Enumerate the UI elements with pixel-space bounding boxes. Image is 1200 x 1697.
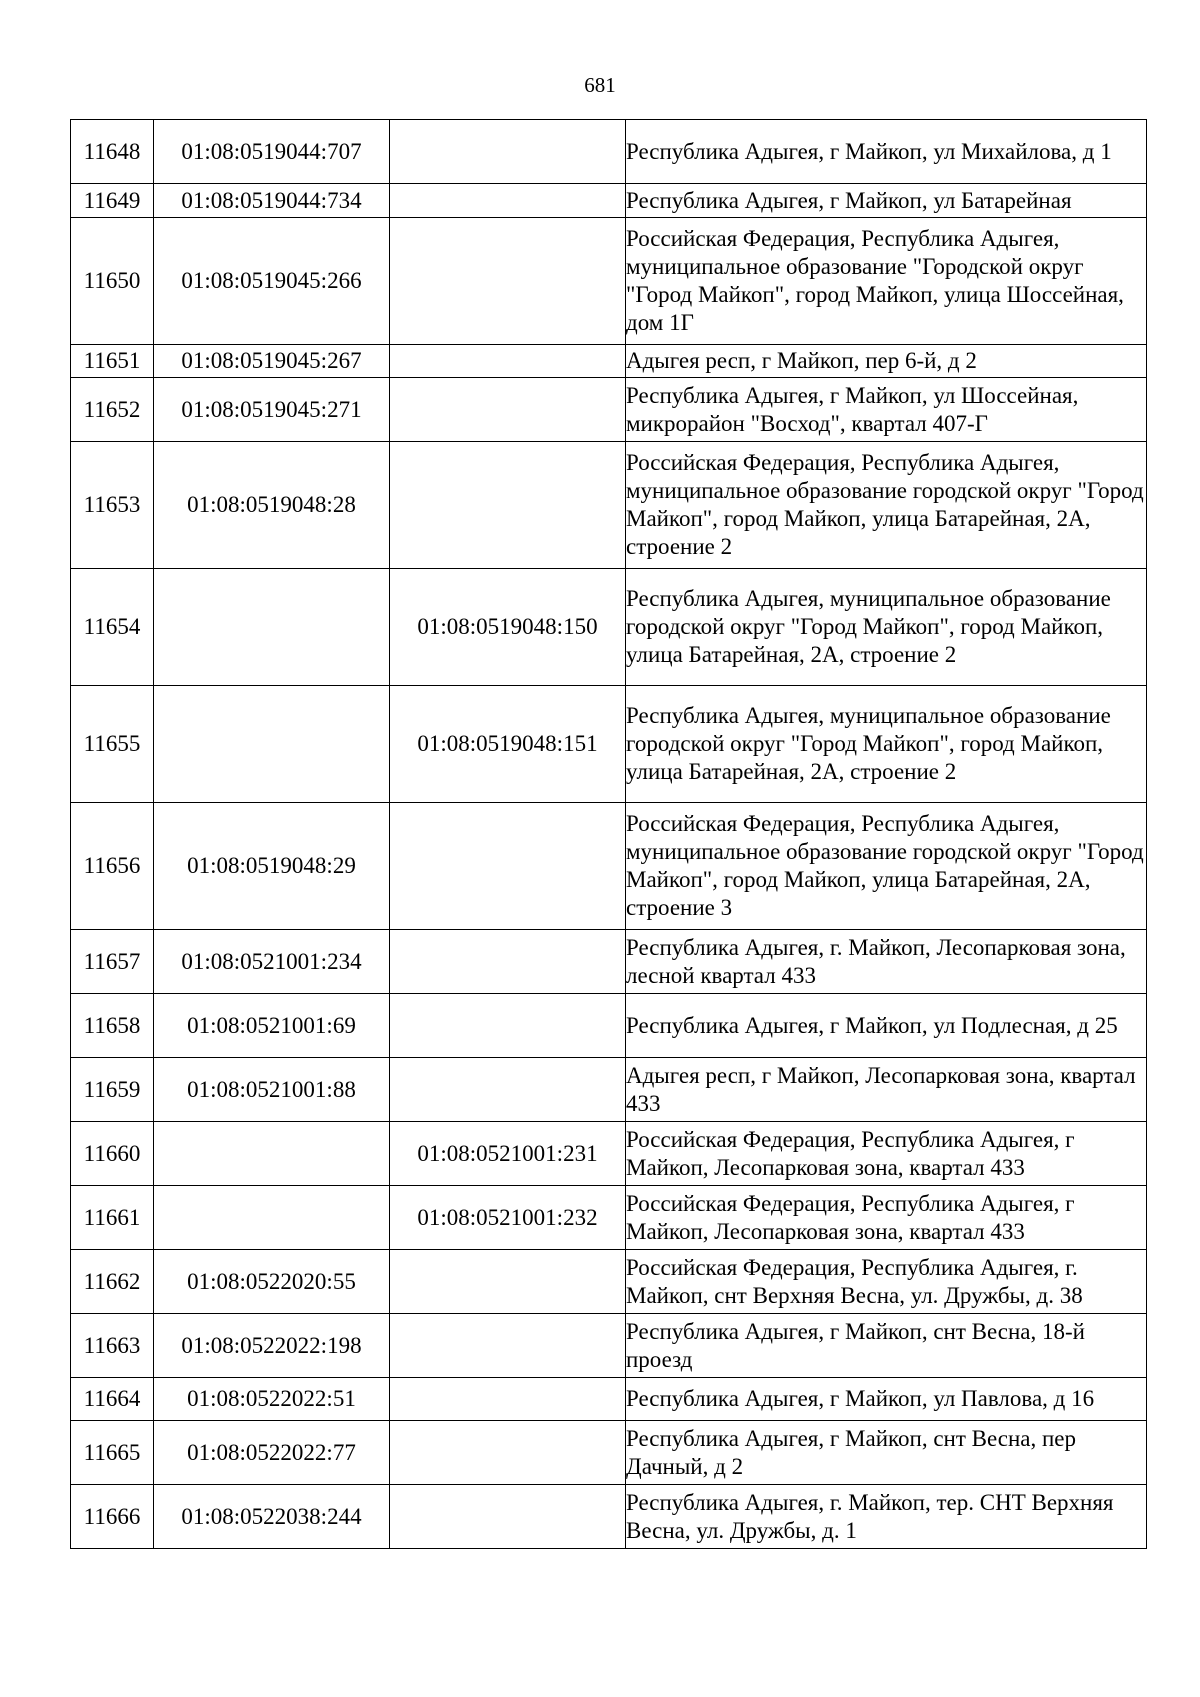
object-number [390, 1058, 626, 1122]
object-number [390, 994, 626, 1058]
row-number: 11657 [71, 930, 154, 994]
cadastral-number: 01:08:0519044:734 [154, 184, 390, 218]
table-row [71, 803, 1147, 930]
row-number: 11666 [71, 1485, 154, 1549]
cadastral-number [154, 1186, 390, 1250]
address: Адыгея респ, г Майкоп, Лесопарковая зона, квартал 433 [626, 1058, 1147, 1122]
cadastral-number [154, 1122, 390, 1186]
object-number [390, 218, 626, 345]
table-row [71, 1250, 1147, 1314]
address: Российская Федерация, Республика Адыгея, г. Майкоп, снт Верхняя Весна, ул. Дружбы, д. 38 [626, 1250, 1147, 1314]
address: Республика Адыгея, г Майкоп, ул Михайлова, д 1 [626, 120, 1147, 184]
object-number [390, 184, 626, 218]
address: Адыгея респ, г Майкоп, пер 6-й, д 2 [626, 345, 1147, 378]
address: Республика Адыгея, г Майкоп, ул Павлова, д 16 [626, 1378, 1147, 1421]
table-row [71, 442, 1147, 569]
row-number: 11661 [71, 1186, 154, 1250]
row-number: 11655 [71, 686, 154, 803]
address: Российская Федерация, Республика Адыгея, муниципальное образование "Городской округ "Город Майкоп", город Майкоп, улица Шоссейная, дом 1Г [626, 218, 1147, 345]
cadastral-number: 01:08:0519048:28 [154, 442, 390, 569]
row-number: 11654 [71, 569, 154, 686]
address: Республика Адыгея, г Майкоп, ул Шоссейная, микрорайон "Восход", квартал 407-Г [626, 378, 1147, 442]
object-number: 01:08:0521001:231 [390, 1122, 626, 1186]
row-number: 11653 [71, 442, 154, 569]
table-row [71, 1378, 1147, 1421]
address: Российская Федерация, Республика Адыгея, г Майкоп, Лесопарковая зона, квартал 433 [626, 1186, 1147, 1250]
table-row [71, 1485, 1147, 1549]
table-row [71, 120, 1147, 184]
object-number [390, 1250, 626, 1314]
row-number: 11658 [71, 994, 154, 1058]
object-number [390, 345, 626, 378]
row-number: 11660 [71, 1122, 154, 1186]
cadastral-number: 01:08:0519045:271 [154, 378, 390, 442]
object-number [390, 442, 626, 569]
cadastral-number: 01:08:0521001:88 [154, 1058, 390, 1122]
table-row [71, 218, 1147, 345]
table-row [71, 1058, 1147, 1122]
address: Республика Адыгея, муниципальное образование городской округ "Город Майкоп", город Майкоп, улица Батарейная, 2А, строение 2 [626, 569, 1147, 686]
registry-table [70, 119, 1147, 1549]
table-row [71, 378, 1147, 442]
address: Республика Адыгея, г. Майкоп, Лесопарковая зона, лесной квартал 433 [626, 930, 1147, 994]
table-row [71, 686, 1147, 803]
address: Российская Федерация, Республика Адыгея, муниципальное образование городской округ "Город Майкоп", город Майкоп, улица Батарейная, 2А, строение 3 [626, 803, 1147, 930]
row-number: 11651 [71, 345, 154, 378]
table-row [71, 345, 1147, 378]
table-row [71, 1186, 1147, 1250]
table-row [71, 930, 1147, 994]
table-row [71, 569, 1147, 686]
cadastral-number: 01:08:0522022:198 [154, 1314, 390, 1378]
object-number: 01:08:0519048:150 [390, 569, 626, 686]
object-number [390, 120, 626, 184]
object-number [390, 1485, 626, 1549]
object-number [390, 378, 626, 442]
cadastral-number: 01:08:0519044:707 [154, 120, 390, 184]
object-number [390, 1378, 626, 1421]
table-row [71, 1421, 1147, 1485]
row-number: 11648 [71, 120, 154, 184]
cadastral-number [154, 569, 390, 686]
object-number: 01:08:0519048:151 [390, 686, 626, 803]
row-number: 11659 [71, 1058, 154, 1122]
cadastral-number: 01:08:0522022:77 [154, 1421, 390, 1485]
cadastral-number [154, 686, 390, 803]
table-row [71, 994, 1147, 1058]
cadastral-number: 01:08:0522038:244 [154, 1485, 390, 1549]
registry-table-body [71, 120, 1147, 1549]
row-number: 11665 [71, 1421, 154, 1485]
row-number: 11664 [71, 1378, 154, 1421]
row-number: 11656 [71, 803, 154, 930]
address: Российская Федерация, Республика Адыгея, муниципальное образование городской округ "Город Майкоп", город Майкоп, улица Батарейная, 2А, строение 2 [626, 442, 1147, 569]
row-number: 11663 [71, 1314, 154, 1378]
table-row [71, 1122, 1147, 1186]
table-row [71, 1314, 1147, 1378]
object-number [390, 1421, 626, 1485]
address: Российская Федерация, Республика Адыгея, г Майкоп, Лесопарковая зона, квартал 433 [626, 1122, 1147, 1186]
address: Республика Адыгея, муниципальное образование городской округ "Город Майкоп", город Майкоп, улица Батарейная, 2А, строение 2 [626, 686, 1147, 803]
address: Республика Адыгея, г Майкоп, снт Весна, пер Дачный, д 2 [626, 1421, 1147, 1485]
row-number: 11652 [71, 378, 154, 442]
row-number: 11650 [71, 218, 154, 345]
cadastral-number: 01:08:0522020:55 [154, 1250, 390, 1314]
cadastral-number: 01:08:0519048:29 [154, 803, 390, 930]
address: Республика Адыгея, г Майкоп, снт Весна, 18-й проезд [626, 1314, 1147, 1378]
address: Республика Адыгея, г Майкоп, ул Батарейная [626, 184, 1147, 218]
cadastral-number: 01:08:0521001:69 [154, 994, 390, 1058]
address: Республика Адыгея, г Майкоп, ул Подлесная, д 25 [626, 994, 1147, 1058]
table-row [71, 184, 1147, 218]
object-number [390, 1314, 626, 1378]
page-number: 681 [584, 73, 616, 97]
object-number: 01:08:0521001:232 [390, 1186, 626, 1250]
row-number: 11662 [71, 1250, 154, 1314]
object-number [390, 803, 626, 930]
object-number [390, 930, 626, 994]
cadastral-number: 01:08:0522022:51 [154, 1378, 390, 1421]
address: Республика Адыгея, г. Майкоп, тер. СНТ Верхняя Весна, ул. Дружбы, д. 1 [626, 1485, 1147, 1549]
cadastral-number: 01:08:0519045:267 [154, 345, 390, 378]
cadastral-number: 01:08:0521001:234 [154, 930, 390, 994]
row-number: 11649 [71, 184, 154, 218]
cadastral-number: 01:08:0519045:266 [154, 218, 390, 345]
